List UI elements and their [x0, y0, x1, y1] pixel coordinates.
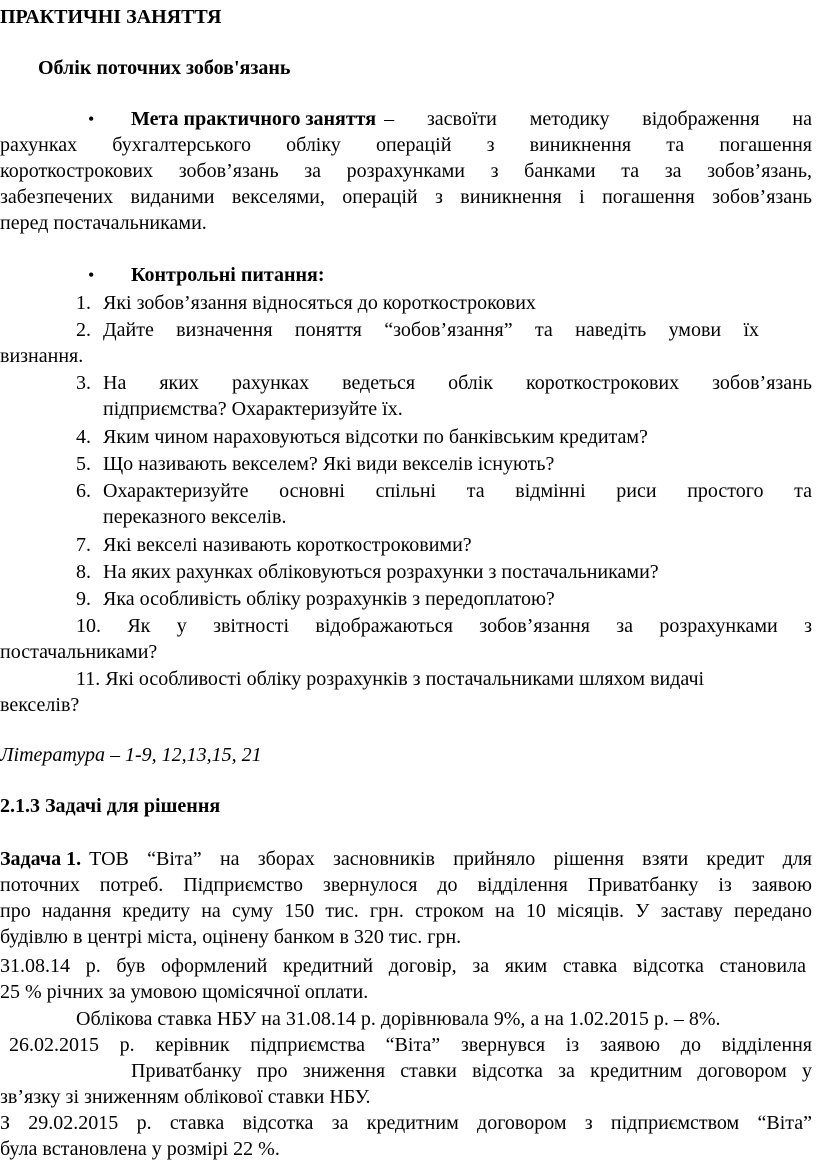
question-number: 7. [76, 534, 91, 556]
task1-line-9: Приватбанку про зниження ставки відсотка за кредитним договором у [131, 1060, 812, 1082]
goal-text-1: – засвоїти методику відображення на [384, 108, 812, 130]
question-number: 1. [76, 292, 91, 314]
control-heading: Контрольні питання: [131, 264, 325, 286]
task1-label: Задача 1. [0, 848, 82, 870]
task1-line-3: про надання кредиту на суму 150 тис. грн. строком на 10 місяців. У заставу передано [0, 900, 812, 922]
task1-line-7: Облікова ставка НБУ на 31.08.14 р. дорівнювала 9%, а на 1.02.2015 р. – 8%. [76, 1008, 721, 1030]
task1-line-11: З 29.02.2015 р. ставка відсотка за кредитним договором з підприємством “Віта” [0, 1112, 812, 1134]
question-4: Яким чином нараховуються відсотки по банківським кредитам? [103, 426, 648, 448]
question-number: 9. [76, 588, 91, 610]
question-10-cont: постачальниками? [0, 641, 158, 663]
task1-line-1 [0, 846, 812, 872]
section-heading: 2.1.3 Задачі для рішення [0, 795, 221, 817]
goal-line-5: перед постачальниками. [0, 212, 207, 234]
literature: Література – 1-9, 12,13,15, 21 [0, 744, 262, 766]
question-6-cont: переказного векселів. [103, 506, 287, 528]
question-10: 10. Як у звітності відображаються зобов’язання за розрахунками з [76, 615, 812, 637]
task1-line-4: будівлю в центрі міста, оцінену банком в 320 тис. грн. [0, 926, 462, 948]
task1-text-1: ТОВ “Віта” на зборах засновників прийняло рішення взяти кредит для [89, 848, 812, 870]
task1-line-8: 26.02.2015 р. керівник підприємства “Віта” звернувся із заявою до відділення [9, 1034, 812, 1056]
task1-line-6: 25 % річних за умовою щомісячної оплати. [0, 981, 369, 1003]
question-3-cont: підприємства? Охарактеризуйте їх. [103, 398, 403, 420]
question-8: На яких рахунках обліковуються розрахунки з постачальниками? [103, 561, 659, 583]
question-number: 5. [76, 453, 91, 475]
question-number: 4. [76, 426, 91, 448]
goal-line-3: короткострокових зобов’язань за розрахунками з банками та за зобов’язань, [0, 160, 812, 182]
question-number: 6. [76, 480, 91, 502]
task1-line-10: зв’язку зі зниженням облікової ставки НБУ. [0, 1086, 371, 1108]
question-9: Яка особливість обліку розрахунків з передоплатою? [103, 588, 555, 610]
goal-line-2: рахунках бухгалтерського обліку операцій з виникнення та погашення [0, 134, 812, 156]
question-number: 8. [76, 561, 91, 583]
bullet-icon: • [88, 109, 95, 129]
question-1: Які зобов’язання відносяться до короткострокових [103, 292, 536, 314]
question-5: Що називають векселем? Які види векселів існують? [103, 453, 555, 475]
goal-label: Мета практичного заняття [131, 108, 377, 130]
question-2-cont: визнання. [0, 345, 84, 367]
subtitle: Облік поточних зобов'язань [38, 57, 291, 79]
question-11: 11. Які особливості обліку розрахунків з постачальниками шляхом видачі [76, 668, 705, 690]
goal-line-1 [131, 106, 812, 132]
question-11-cont: векселів? [0, 694, 80, 716]
task1-line-2: поточних потреб. Підприємство звернулося до відділення Приватбанку із заявою [0, 874, 812, 896]
question-7: Які векселі називають короткостроковими? [103, 534, 472, 556]
task1-line-5: 31.08.14 р. був оформлений кредитний договір, за яким ставка відсотка становила [0, 955, 806, 977]
goal-line-4: забезпечених виданими векселями, операцій з виникнення і погашення зобов’язань [0, 186, 812, 208]
page-title: ПРАКТИЧНІ ЗАНЯТТЯ [0, 6, 222, 28]
question-6: Охарактеризуйте основні спільні та відмінні риси простого та [103, 480, 812, 502]
bullet-icon: • [88, 265, 95, 285]
question-number: 3. [76, 372, 91, 394]
question-3: На яких рахунках ведеться облік короткострокових зобов’язань [103, 372, 812, 394]
task1-line-12: була встановлена у розмірі 22 %. [0, 1138, 280, 1160]
question-number: 2. [76, 319, 91, 341]
question-2: Дайте визначення поняття “зобов’язання” та наведіть умови їх [103, 319, 759, 341]
